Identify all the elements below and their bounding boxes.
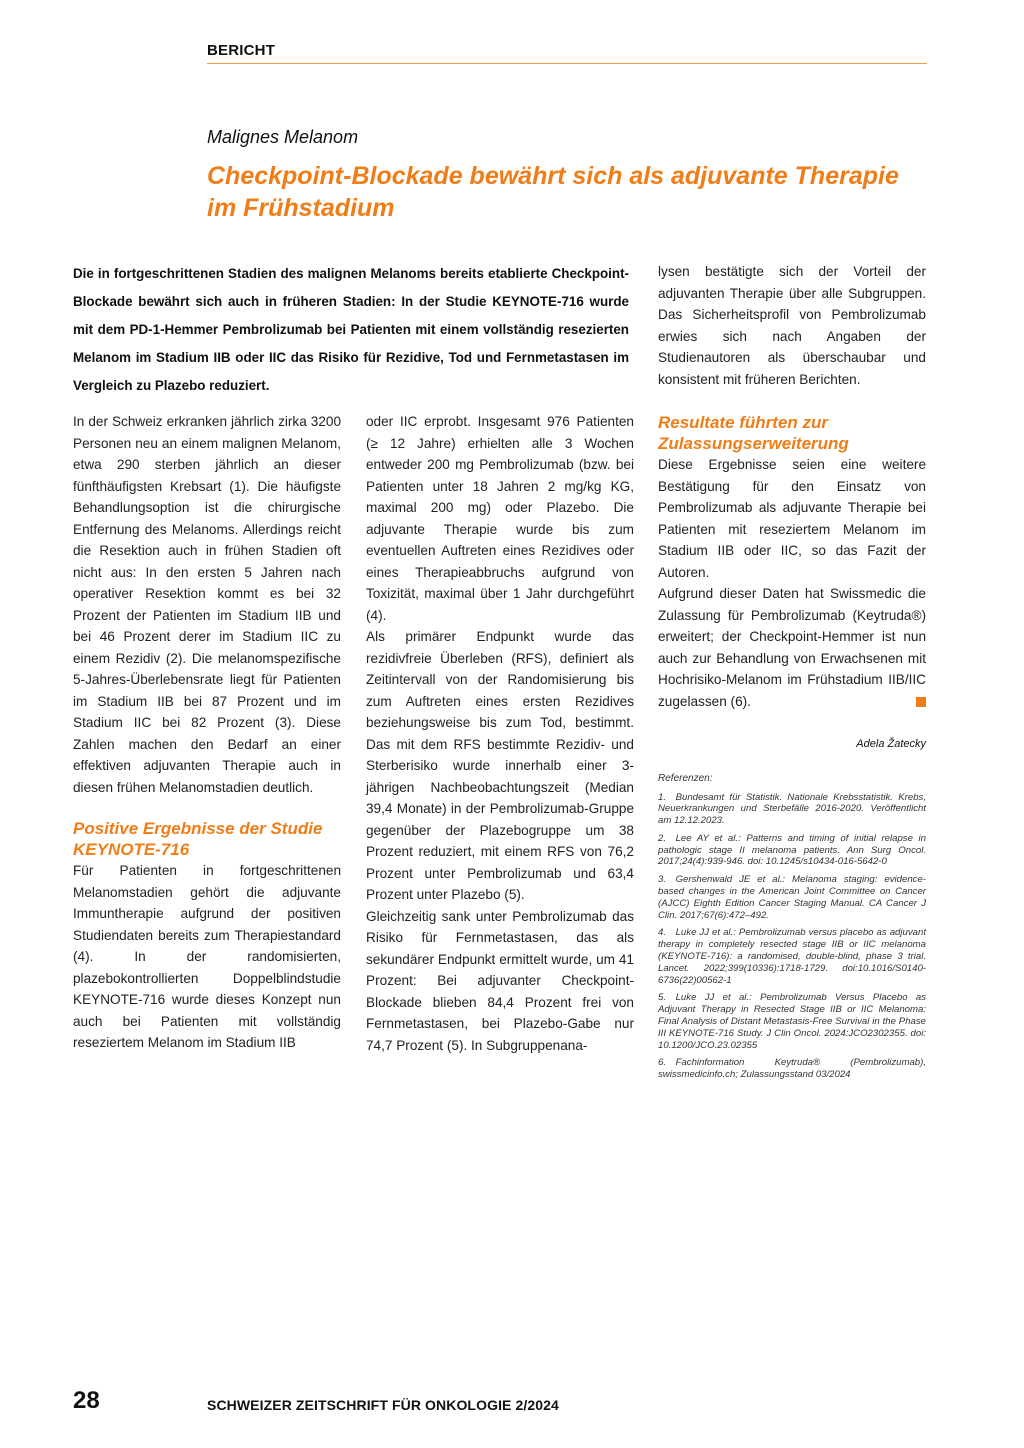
journal-title: SCHWEIZER ZEITSCHRIFT FÜR ONKOLOGIE 2/2024 <box>207 1397 559 1413</box>
section-label: BERICHT <box>207 42 276 59</box>
article-lead: Die in fortgeschrittenen Stadien des malignen Melanoms bereits etablierte Checkpoint-Blockade bewährt sich auch in früheren Stadien: In der Studie KEYNOTE-716 wurde mit dem PD-1-Hemmer Pembrolizumab bei Patienten mit einem vollständig resezierten Melanom im Stadium IIB oder IIC das Risiko für Rezidive, Tod und Fernmetastasen im Vergleich zu Plazebo reduziert. <box>73 266 629 393</box>
references-title: Referenzen: <box>658 772 713 784</box>
author-credit: Adela Žatecky <box>856 738 926 750</box>
body-paragraph: Diese Ergebnisse seien eine weitere Bestätigung für den Einsatz von Pembrolizumab als adjuvante Therapie bei Patienten mit reseziertem Melanom im Stadium IIB oder IIC, so das Fazit der Autoren. <box>658 457 926 580</box>
body-paragraph: Als primärer Endpunkt wurde das rezidivfreie Überleben (RFS), definiert als Zeitintervall von der Randomisierung bis zum Auftreten eines ersten Rezidives beziehungsweise bis zum Tod, bestimmt. Das mit dem RFS bestimmte Rezidiv- und Sterberisiko wurde innerhalb einer 3-jährigen Nachbeobachtungszeit (Median 39,4 Monate) in der Pembrolizumab-Gruppe gegenüber der Plazebogruppe um 38 Prozent reduziert, mit einem RFS von 76,2 Prozent unter Pembrolizumab und 63,4 Prozent unter Plazebo (5). <box>366 629 634 902</box>
reference-item: 3. Gershenwald JE et al.: Melanoma staging: evidence-based changes in the American Joint Committee on Cancer (AJCC) Eighth Edition Cancer Staging Manual. CA Cancer J Clin. 2017;67(6):472–492. <box>658 874 926 921</box>
article-kicker: Malignes Melanom <box>207 127 359 147</box>
body-paragraph: Für Patienten in fortgeschrittenen Melanomstadien gehört die adjuvante Immuntherapie aufgrund der positiven Studiendaten bereits zum Therapiestandard (4). In der randomisierten, plazebokontrollierten Doppelblindstudie KEYNOTE-716 wurde dieses Konzept nun auch bei Patienten mit vollständig reseziertem Melanom im Stadium IIB <box>73 863 341 1050</box>
page-number: 28 <box>73 1387 100 1414</box>
body-paragraph: Gleichzeitig sank unter Pembrolizumab das Risiko für Fernmetastasen, das als sekundärer Endpunkt ermittelt wurde, um 41 Prozent: Bei adjuvanter Checkpoint-Blockade blieben 84,4 Prozent frei von Fernmetastasen, bei Plazebo-Gabe nur 74,7 Prozent (5). In Subgruppenana- <box>366 908 634 1053</box>
subheading: Resultate führten zur Zulassungserweiterung <box>658 413 849 453</box>
reference-item: 2. Lee AY et al.: Patterns and timing of initial relapse in pathologic stage II melanoma patients. Ann Surg Oncol. 2017;24(4):939-946. doi: 10.1245/s10434-016-5642-0 <box>658 832 926 868</box>
body-paragraph: In der Schweiz erkranken jährlich zirka 3200 Personen neu an einem malignen Melanom, etwa 290 sterben jährlich an dieser fünfthäufigsten Krebsart (1). Die häufigste Behandlungsoption ist die chirurgische Entfernung des Melanoms. Allerdings reicht die Resektion auch in frühen Stadien oft nicht aus: In den ersten 5 Jahren nach operativer Resektion kommt es bei 32 Prozent der Patienten im Stadium IIB und bei 46 Prozent derer im Stadium IIC zu einem Rezidiv (2). Die melanomspezifische 5-Jahres-Überlebensrate liegt für Patienten im Stadium IIB bei 87 Prozent und im Stadium IIC bei 82 Prozent (3). Diese Zahlen machen den Bedarf an einer effektiven adjuvanten Therapie auch in diesen frühen Melanomstadien deutlich. <box>73 414 341 795</box>
reference-item: 4. Luke JJ et al.: Pembrolizumab versus placebo as adjuvant therapy in completely resected stage IIB or IIC melanoma (KEYNOTE-716): a randomised, double-blind, phase 3 trial. Lancet. 2022;399(10336):1718-1729. doi:10.1016/S0140-6736(22)00562-1 <box>658 927 926 986</box>
subheading: Positive Ergebnisse der Studie KEYNOTE-716 <box>73 819 323 859</box>
column-2 <box>366 411 634 1056</box>
body-paragraph: lysen bestätigte sich der Vorteil der adjuvanten Therapie über alle Subgruppen. Das Sicherheitsprofil von Pembrolizumab erwies sich nach Angaben der Studienautoren als überschaubar und konsistent mit früheren Berichten. <box>658 264 926 387</box>
body-paragraph <box>658 583 926 712</box>
header-rule <box>207 63 927 64</box>
article-title: Checkpoint-Blockade bewährt sich als adjuvante Therapie im Frühstadium <box>207 162 899 222</box>
reference-item: 6. Fachinformation Keytruda® (Pembrolizumab), swissmedicinfo.ch; Zulassungsstand 03/2024 <box>658 1057 926 1081</box>
end-mark-icon <box>916 697 926 707</box>
column-1 <box>73 411 341 1054</box>
reference-item: 5. Luke JJ et al.: Pembrolizumab Versus Placebo as Adjuvant Therapy in Resected Stage IIB or IIC Melanoma: Final Analysis of Distant Metastasis-Free Survival in the Phase III KEYNOTE-716 Study. J Clin Oncol. 2024:JCO2302355. doi: 10.1200/JCO.23.02355 <box>658 992 926 1051</box>
reference-item: 1. Bundesamt für Statistik. Nationale Krebsstatistik. Krebs, Neuerkrankungen und Sterbefälle 2016-2020. Veröffentlicht am 12.12.2023. <box>658 791 926 827</box>
body-text: Aufgrund dieser Daten hat Swissmedic die Zulassung für Pembrolizumab (Keytruda®) erweitert; der Checkpoint-Hemmer ist nun auch zur Behandlung von Erwachsenen mit Hochrisiko-Melanom im Frühstadium IIB/IIC zugelassen (6). <box>658 586 926 709</box>
body-paragraph: oder IIC erprobt. Insgesamt 976 Patienten (≥ 12 Jahre) erhielten alle 3 Wochen entweder 200 mg Pembrolizumab (bzw. bei Patienten unter 18 Jahren 2 mg/kg KG, maximal 200 mg) oder Plazebo. Die adjuvante Therapie wurde bis zum eventuellen Auftreten eines Rezidives oder eines Therapieabbruchs aufgrund von Toxizität, maximal über 1 Jahr durchgeführt (4). <box>366 414 634 623</box>
column-3 <box>658 261 926 1087</box>
